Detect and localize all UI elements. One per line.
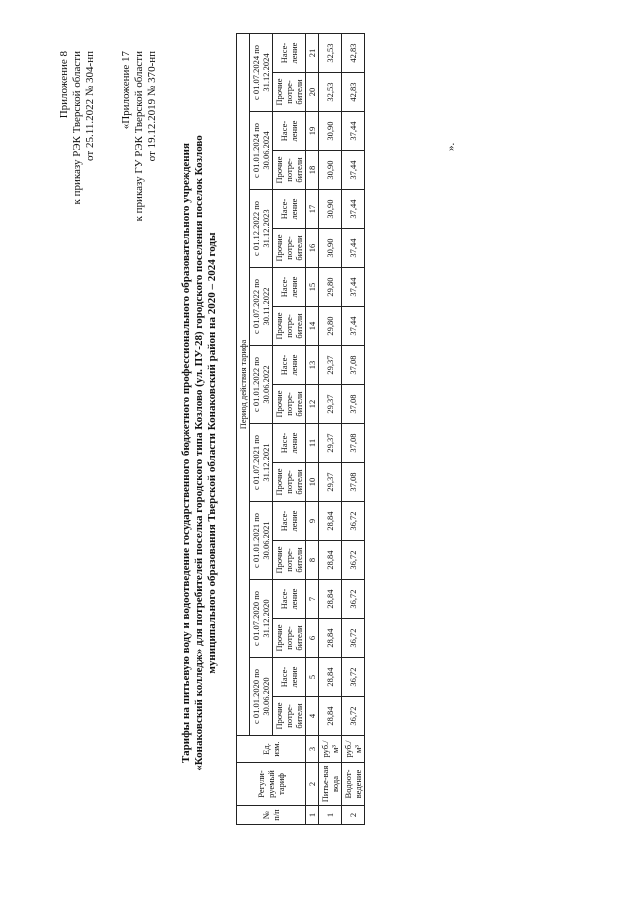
value-cell: 32,53 xyxy=(318,33,341,72)
value-cell: 37,44 xyxy=(341,111,364,150)
colnum: 13 xyxy=(305,345,318,384)
order-date-2: от 19.12.2019 № 370-нп xyxy=(145,50,158,161)
table-row xyxy=(341,33,364,824)
row-tariff: Питье-вая вода xyxy=(318,762,341,805)
appendix-label: Приложение 8 xyxy=(57,50,70,118)
sub-pop: Насе-ление xyxy=(272,423,305,462)
value-cell: 32,53 xyxy=(318,72,341,111)
value-cell: 37,44 xyxy=(341,150,364,189)
period-cell: с 01.07.2022 по 30.11.2022 xyxy=(249,267,272,345)
value-cell: 29,37 xyxy=(318,462,341,501)
value-cell: 29,37 xyxy=(318,345,341,384)
value-cell: 29,37 xyxy=(318,384,341,423)
colnum: 10 xyxy=(305,462,318,501)
colnum: 16 xyxy=(305,228,318,267)
value-cell: 37,44 xyxy=(341,189,364,228)
row-unit: руб./м³ xyxy=(318,735,341,762)
row-no: 1 xyxy=(318,805,341,824)
colnum: 12 xyxy=(305,384,318,423)
value-cell: 37,08 xyxy=(341,384,364,423)
sub-other: Прочие потре-бители xyxy=(272,696,305,735)
sub-pop: Насе-ление xyxy=(272,267,305,306)
value-cell: 36,72 xyxy=(341,618,364,657)
table-row xyxy=(318,33,341,824)
colnum: 7 xyxy=(305,579,318,618)
value-cell: 28,84 xyxy=(318,540,341,579)
value-cell: 42,83 xyxy=(341,33,364,72)
sub-pop: Насе-ление xyxy=(272,189,305,228)
value-cell: 28,84 xyxy=(318,618,341,657)
title-line: муниципального образования Тверской области Конаковский район на 2020 – 2024 годы xyxy=(205,231,218,674)
period-row xyxy=(249,33,272,824)
row-unit: руб./м³ xyxy=(341,735,364,762)
order-date: от 25.11.2022 № 304-нп xyxy=(83,50,96,161)
value-cell: 28,84 xyxy=(318,657,341,696)
value-cell: 37,44 xyxy=(341,267,364,306)
value-cell: 30,90 xyxy=(318,189,341,228)
header-period: Период действия тарифа xyxy=(236,33,249,735)
subheader-row xyxy=(272,33,305,824)
sub-pop: Насе-ление xyxy=(272,345,305,384)
sub-pop: Насе-ление xyxy=(272,111,305,150)
colnum: 2 xyxy=(305,762,318,805)
value-cell: 36,72 xyxy=(341,501,364,540)
closing-quote: ». xyxy=(444,142,457,151)
colnum: 11 xyxy=(305,423,318,462)
rotated-content xyxy=(20,13,620,893)
order-label: к приказу РЭК Тверской области xyxy=(70,50,83,205)
colnum: 17 xyxy=(305,189,318,228)
colnum: 15 xyxy=(305,267,318,306)
header-no: № п/п xyxy=(236,805,305,824)
title-line: Тарифы на питьевую воду и водоотведение государственного бюджетного профессионального образовательного учреждения xyxy=(179,142,192,763)
period-cell: с 01.01.2024 по 30.06.2024 xyxy=(249,111,272,189)
document-title xyxy=(180,83,219,823)
colnum: 20 xyxy=(305,72,318,111)
title-line: «Конаковский колледж» для потребителей поселка городского типа Козлово (ул. ПУ-28) городского поселения поселок Козлово xyxy=(192,134,205,771)
header-block-2 xyxy=(120,51,159,221)
colnum-row xyxy=(305,33,318,824)
header-unit: Ед. изм. xyxy=(236,735,305,762)
sub-other: Прочие потре-бители xyxy=(272,618,305,657)
colnum: 18 xyxy=(305,150,318,189)
colnum: 1 xyxy=(305,805,318,824)
colnum: 3 xyxy=(305,735,318,762)
row-tariff: Водоот-ведение xyxy=(341,762,364,805)
period-cell: с 01.01.2021 по 30.06.2021 xyxy=(249,501,272,579)
sub-other: Прочие потре-бители xyxy=(272,462,305,501)
value-cell: 37,08 xyxy=(341,462,364,501)
value-cell: 37,08 xyxy=(341,423,364,462)
value-cell: 28,84 xyxy=(318,501,341,540)
value-cell: 30,90 xyxy=(318,111,341,150)
sub-pop: Насе-ление xyxy=(272,501,305,540)
colnum: 4 xyxy=(305,696,318,735)
value-cell: 29,80 xyxy=(318,306,341,345)
value-cell: 36,72 xyxy=(341,657,364,696)
value-cell: 36,72 xyxy=(341,540,364,579)
header-row xyxy=(236,33,249,824)
sub-pop: Насе-ление xyxy=(272,33,305,72)
header-block xyxy=(58,51,97,205)
row-no: 2 xyxy=(341,805,364,824)
value-cell: 28,84 xyxy=(318,696,341,735)
sub-other: Прочие потре-бители xyxy=(272,150,305,189)
value-cell: 36,72 xyxy=(341,696,364,735)
value-cell: 29,37 xyxy=(318,423,341,462)
colnum: 6 xyxy=(305,618,318,657)
sub-pop: Насе-ление xyxy=(272,579,305,618)
value-cell: 30,90 xyxy=(318,150,341,189)
appendix-label-2: «Приложение 17 xyxy=(119,50,132,129)
period-cell: с 01.07.2021 по 31.12.2021 xyxy=(249,423,272,501)
value-cell: 36,72 xyxy=(341,579,364,618)
header-tariff: Регули-руемый тариф xyxy=(236,762,305,805)
colnum: 9 xyxy=(305,501,318,540)
period-cell: с 01.07.2024 по 31.12.2024 xyxy=(249,33,272,111)
sub-other: Прочие потре-бители xyxy=(272,228,305,267)
colnum: 5 xyxy=(305,657,318,696)
value-cell: 29,80 xyxy=(318,267,341,306)
colnum: 19 xyxy=(305,111,318,150)
value-cell: 28,84 xyxy=(318,579,341,618)
colnum: 8 xyxy=(305,540,318,579)
order-label-2: к приказу ГУ РЭК Тверской области xyxy=(132,50,145,221)
period-cell: с 01.01.2022 по 30.06.2022 xyxy=(249,345,272,423)
value-cell: 30,90 xyxy=(318,228,341,267)
period-cell: с 01.01.2020 по 30.06.2020 xyxy=(249,657,272,735)
period-cell: с 01.12.2022 по 31.12.2023 xyxy=(249,189,272,267)
tariff-table xyxy=(236,33,365,825)
sub-other: Прочие потре-бители xyxy=(272,72,305,111)
value-cell: 42,83 xyxy=(341,72,364,111)
colnum: 14 xyxy=(305,306,318,345)
colnum: 21 xyxy=(305,33,318,72)
period-cell: с 01.07.2020 по 31.12.2020 xyxy=(249,579,272,657)
sub-pop: Насе-ление xyxy=(272,657,305,696)
value-cell: 37,44 xyxy=(341,306,364,345)
value-cell: 37,44 xyxy=(341,228,364,267)
value-cell: 37,08 xyxy=(341,345,364,384)
sub-other: Прочие потре-бители xyxy=(272,306,305,345)
sub-other: Прочие потре-бители xyxy=(272,540,305,579)
sub-other: Прочие потре-бители xyxy=(272,384,305,423)
